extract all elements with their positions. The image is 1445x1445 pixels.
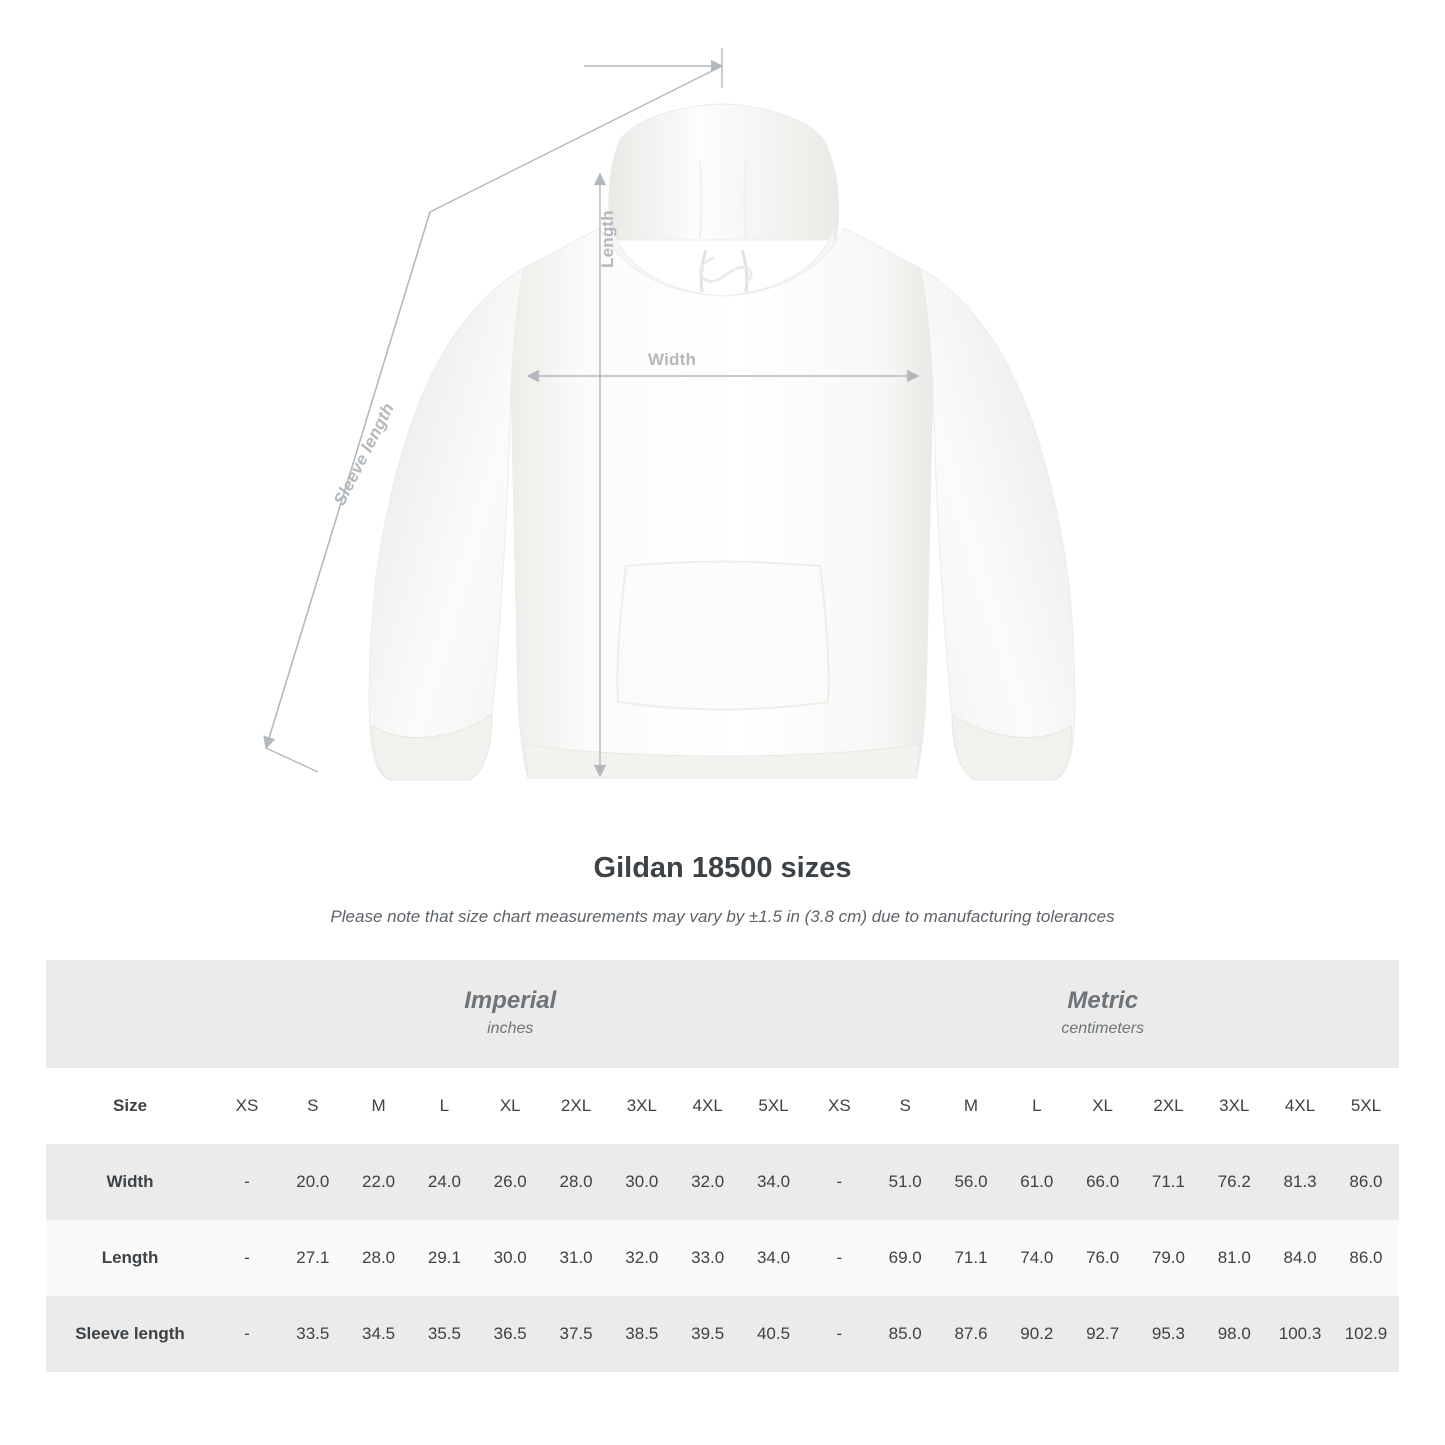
table-cell: 34.5 — [346, 1296, 412, 1372]
table-row — [46, 1220, 1399, 1296]
table-cell: 22.0 — [346, 1144, 412, 1220]
unit-spacer — [46, 960, 214, 1068]
table-cell: - — [806, 1220, 872, 1296]
width-label: Width — [648, 350, 697, 369]
table-cell: 102.9 — [1333, 1296, 1399, 1372]
table-cell: - — [214, 1144, 280, 1220]
header-cell: XS — [214, 1068, 280, 1144]
table-cell: 29.1 — [412, 1220, 478, 1296]
header-cell: XL — [1070, 1068, 1136, 1144]
size-table-wrapper — [46, 960, 1399, 1372]
table-cell: 86.0 — [1333, 1220, 1399, 1296]
row-label: Width — [46, 1144, 214, 1220]
table-cell: - — [806, 1296, 872, 1372]
unit-group-imperial-name: Imperial — [464, 987, 557, 1015]
header-cell: 4XL — [675, 1068, 741, 1144]
table-cell: - — [214, 1296, 280, 1372]
table-cell: 95.3 — [1136, 1296, 1202, 1372]
table-cell: 69.0 — [872, 1220, 938, 1296]
header-cell: XS — [806, 1068, 872, 1144]
table-cell: 61.0 — [1004, 1144, 1070, 1220]
tolerance-note: Please note that size chart measurements may vary by ±1.5 in (3.8 cm) due to manufacturing tolerances — [330, 907, 1115, 926]
header-cell: 5XL — [741, 1068, 807, 1144]
header-cell: 4XL — [1267, 1068, 1333, 1144]
table-cell: 90.2 — [1004, 1296, 1070, 1372]
table-cell: 79.0 — [1136, 1220, 1202, 1296]
page-title: Gildan 18500 sizes — [593, 852, 852, 884]
length-label: Length — [598, 210, 617, 268]
table-cell: 26.0 — [477, 1144, 543, 1220]
table-cell: 40.5 — [741, 1296, 807, 1372]
table-cell: 31.0 — [543, 1220, 609, 1296]
table-cell: 34.0 — [741, 1220, 807, 1296]
table-cell: 76.0 — [1070, 1220, 1136, 1296]
unit-group-row — [46, 960, 1399, 1068]
header-cell: XL — [477, 1068, 543, 1144]
table-cell: 84.0 — [1267, 1220, 1333, 1296]
size-table — [46, 960, 1399, 1372]
header-cell: S — [280, 1068, 346, 1144]
table-cell: 100.3 — [1267, 1296, 1333, 1372]
header-cell: 2XL — [1136, 1068, 1202, 1144]
row-label: Length — [46, 1220, 214, 1296]
sleeve-length-label: Sleeve length — [330, 400, 398, 509]
table-row — [46, 1296, 1399, 1372]
header-cell: S — [872, 1068, 938, 1144]
table-cell: 30.0 — [609, 1144, 675, 1220]
table-cell: 66.0 — [1070, 1144, 1136, 1220]
table-cell: 35.5 — [412, 1296, 478, 1372]
table-cell: 51.0 — [872, 1144, 938, 1220]
header-cell: 5XL — [1333, 1068, 1399, 1144]
header-size: Size — [46, 1068, 214, 1144]
unit-group-metric-name: Metric — [1067, 987, 1139, 1015]
header-cell: 2XL — [543, 1068, 609, 1144]
table-cell: 92.7 — [1070, 1296, 1136, 1372]
table-cell: 81.0 — [1201, 1220, 1267, 1296]
table-cell: 37.5 — [543, 1296, 609, 1372]
hoodie-shape — [369, 104, 1075, 780]
table-cell: 74.0 — [1004, 1220, 1070, 1296]
table-cell: 30.0 — [477, 1220, 543, 1296]
table-cell: 98.0 — [1201, 1296, 1267, 1372]
table-cell: 38.5 — [609, 1296, 675, 1372]
unit-group-imperial-unit: inches — [487, 1020, 534, 1038]
unit-group-imperial — [214, 960, 806, 1068]
table-cell: 27.1 — [280, 1220, 346, 1296]
table-cell: 34.0 — [741, 1144, 807, 1220]
table-cell: 33.5 — [280, 1296, 346, 1372]
header-cell: 3XL — [1201, 1068, 1267, 1144]
header-cell: 3XL — [609, 1068, 675, 1144]
row-label: Sleeve length — [46, 1296, 214, 1372]
header-cell: L — [1004, 1068, 1070, 1144]
table-cell: 76.2 — [1201, 1144, 1267, 1220]
table-cell: 20.0 — [280, 1144, 346, 1220]
table-cell: 28.0 — [543, 1144, 609, 1220]
table-cell: 24.0 — [412, 1144, 478, 1220]
table-cell: 71.1 — [938, 1220, 1004, 1296]
table-cell: 86.0 — [1333, 1144, 1399, 1220]
header-cell: L — [412, 1068, 478, 1144]
table-cell: 71.1 — [1136, 1144, 1202, 1220]
header-cell: M — [938, 1068, 1004, 1144]
header-cell: M — [346, 1068, 412, 1144]
table-cell: 33.0 — [675, 1220, 741, 1296]
table-cell: 32.0 — [675, 1144, 741, 1220]
table-row — [46, 1144, 1399, 1220]
table-cell: 32.0 — [609, 1220, 675, 1296]
table-cell: - — [806, 1144, 872, 1220]
table-header-row — [46, 1068, 1399, 1144]
table-cell: - — [214, 1220, 280, 1296]
table-cell: 36.5 — [477, 1296, 543, 1372]
unit-group-metric — [806, 960, 1399, 1068]
table-cell: 85.0 — [872, 1296, 938, 1372]
unit-group-metric-unit: centimeters — [1061, 1020, 1145, 1038]
table-cell: 81.3 — [1267, 1144, 1333, 1220]
table-cell: 56.0 — [938, 1144, 1004, 1220]
table-cell: 87.6 — [938, 1296, 1004, 1372]
table-cell: 28.0 — [346, 1220, 412, 1296]
table-cell: 39.5 — [675, 1296, 741, 1372]
